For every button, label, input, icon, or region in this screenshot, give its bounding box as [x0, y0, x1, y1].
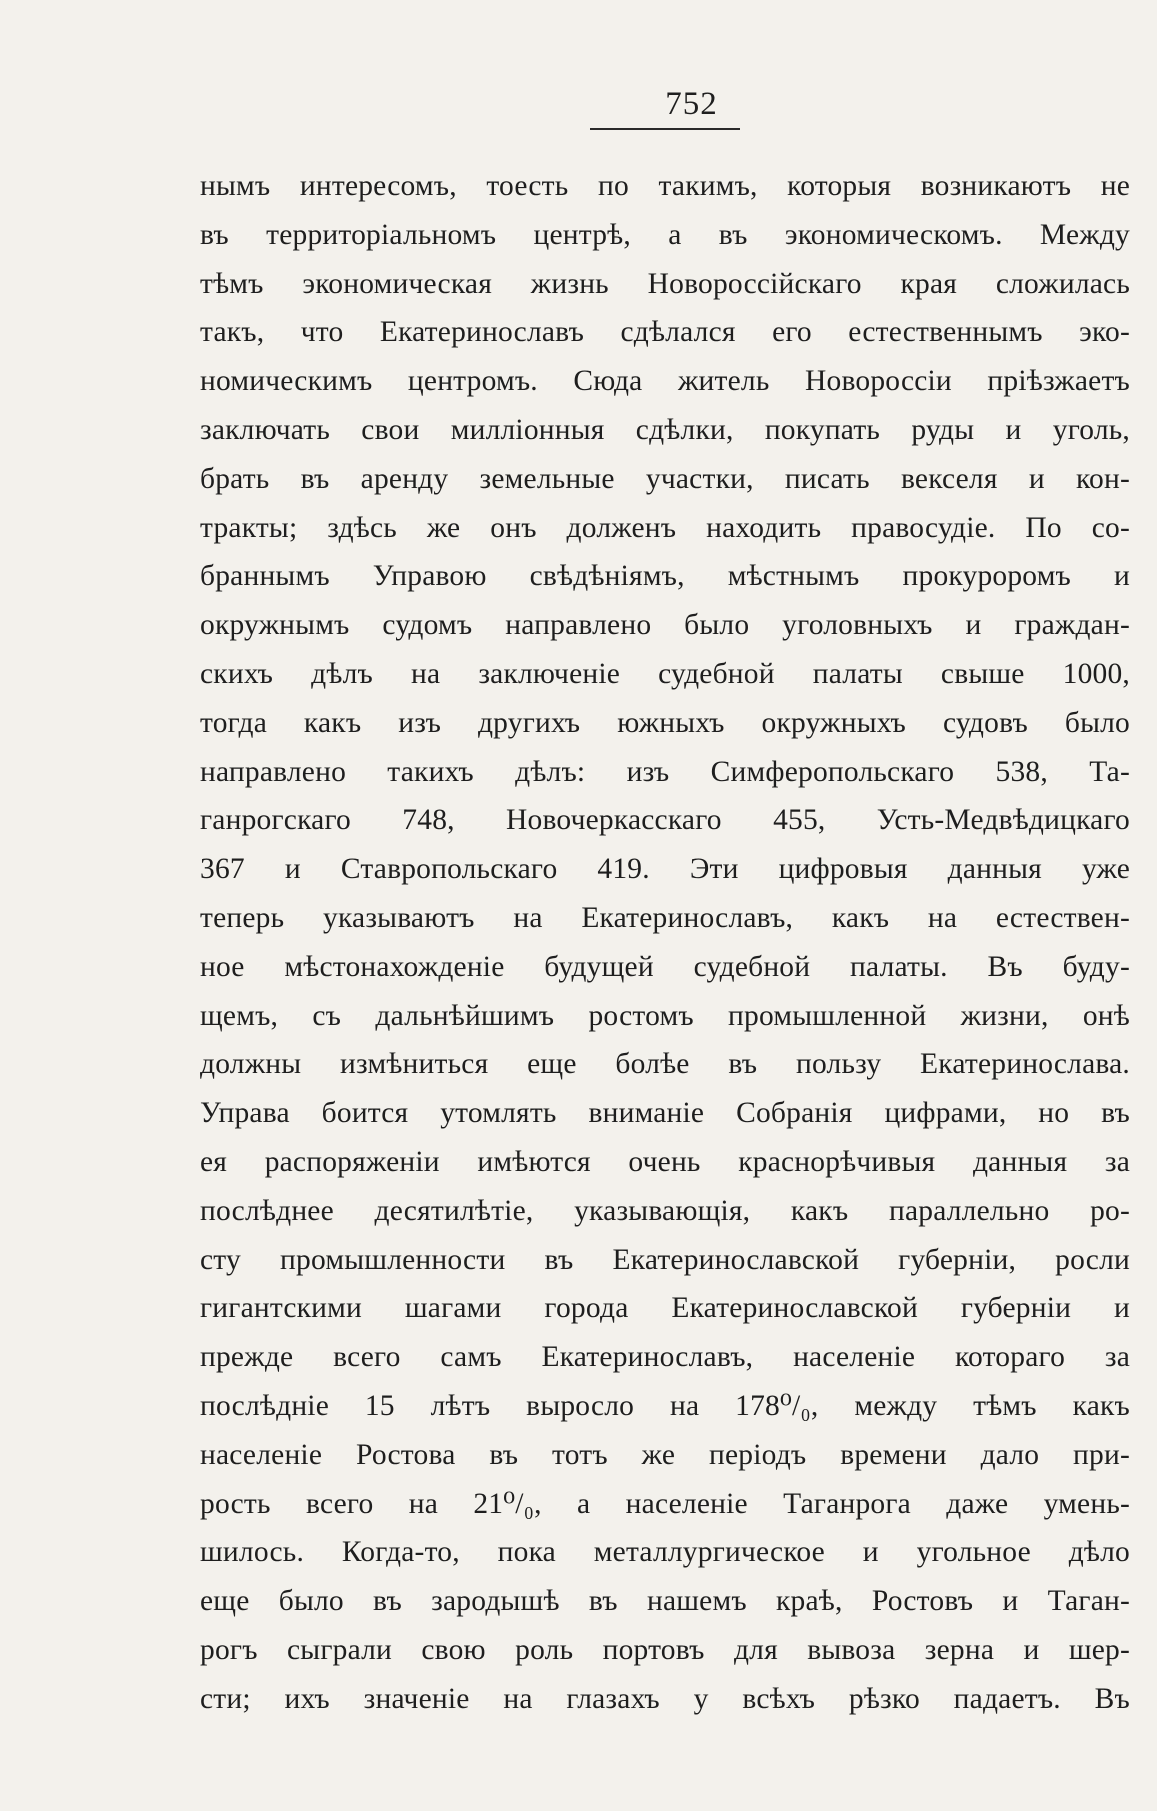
text-line-19: должны измѣниться еще болѣе въ пользу Екатеринослава. [200, 1048, 1130, 1081]
text-line-5: номическимъ центромъ. Сюда житель Новороссіи пріѣзжаетъ [200, 365, 1130, 398]
text-line-17: ное мѣстонахожденіе будущей судебной палаты. Въ буду- [200, 950, 1130, 983]
text-line-14: ганрогскаго 748, Новочеркасскаго 455, Усть-Медвѣдицкаго [200, 804, 1130, 837]
text-line-8: тракты; здѣсь же онъ долженъ находить правосудіе. По со- [200, 511, 1130, 544]
text-line-28: рость всего на 21⁰/₀, а населеніе Таганрога даже умень- [200, 1487, 1130, 1520]
text-line-23: сту промышленности въ Екатеринославской губерніи, росли [200, 1243, 1130, 1276]
text-line-26: послѣдніе 15 лѣтъ выросло на 178⁰/₀, между тѣмъ какъ [200, 1389, 1130, 1422]
text-line-25: прежде всего самъ Екатеринославъ, населеніе котораго за [200, 1341, 1130, 1374]
text-line-32: сти; ихъ значеніе на глазахъ у всѣхъ рѣзко падаетъ. Въ [200, 1682, 1130, 1715]
body-text [200, 162, 1130, 1724]
page-number-rule [590, 128, 740, 130]
text-line-4: такъ, что Екатеринославъ сдѣлался его естественнымъ эко- [200, 316, 1130, 349]
text-line-12: тогда какъ изъ другихъ южныхъ окружныхъ судовъ было [200, 706, 1130, 739]
text-line-31: рогъ сыграли свою роль портовъ для вывоза зерна и шер- [200, 1633, 1130, 1666]
text-line-15: 367 и Ставропольскаго 419. Эти цифровыя данныя уже [200, 853, 1130, 886]
text-line-29: шилось. Когда-то, пока металлургическое и угольное дѣло [200, 1536, 1130, 1569]
text-line-24: гигантскими шагами города Екатеринославской губерніи и [200, 1292, 1130, 1325]
text-line-21: ея распоряженіи имѣются очень краснорѣчивыя данныя за [200, 1145, 1130, 1178]
text-line-20: Управа боится утомлять вниманіе Собранія цифрами, но въ [200, 1097, 1130, 1130]
text-line-16: теперь указываютъ на Екатеринославъ, какъ на естествен- [200, 901, 1130, 934]
text-line-13: направлено такихъ дѣлъ: изъ Симферопольскаго 538, Та- [200, 755, 1130, 788]
text-line-7: брать въ аренду земельные участки, писать векселя и кон- [200, 462, 1130, 495]
text-line-22: послѣднее десятилѣтіе, указывающія, какъ параллельно ро- [200, 1194, 1130, 1227]
text-line-30: еще было въ зародышѣ въ нашемъ краѣ, Ростовъ и Таган- [200, 1585, 1130, 1618]
text-line-27: населеніе Ростова въ тотъ же періодъ времени дало при- [200, 1438, 1130, 1471]
text-line-10: окружнымъ судомъ направлено было уголовныхъ и граждан- [200, 609, 1130, 642]
text-line-6: заключать свои милліонныя сдѣлки, покупать руды и уголь, [200, 413, 1130, 446]
page-number: 752 [665, 86, 718, 122]
text-line-3: тѣмъ экономическая жизнь Новороссійскаго края сложилась [200, 267, 1130, 300]
text-line-18: щемъ, съ дальнѣйшимъ ростомъ промышленной жизни, онѣ [200, 999, 1130, 1032]
text-line-2: въ территоріальномъ центрѣ, а въ экономическомъ. Между [200, 218, 1130, 251]
text-line-1: нымъ интересомъ, тоесть по такимъ, которыя возникаютъ не [200, 170, 1130, 202]
text-line-11: скихъ дѣлъ на заключеніе судебной палаты свыше 1000, [200, 657, 1130, 690]
text-line-9: браннымъ Управою свѣдѣніямъ, мѣстнымъ прокуроромъ и [200, 560, 1130, 593]
